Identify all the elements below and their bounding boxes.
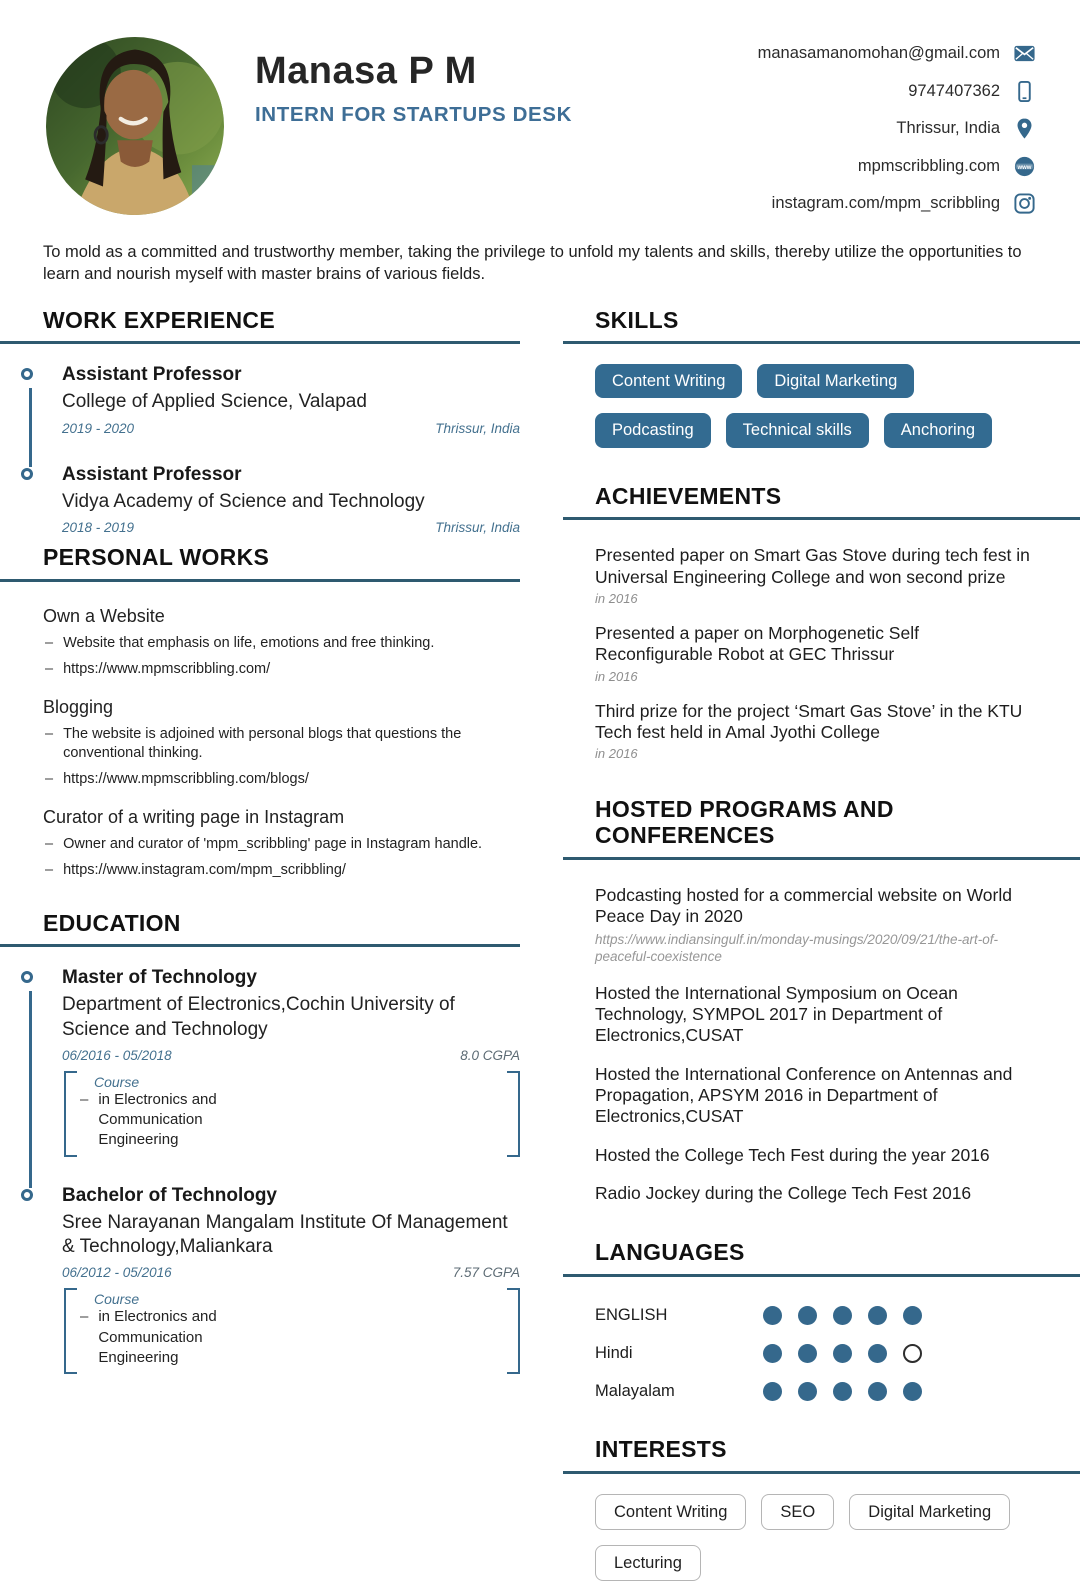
- bullet-text: Website that emphasis on life, emotions and free thinking.: [63, 634, 435, 651]
- level-dot-filled: [798, 1344, 817, 1363]
- bullet-item: [43, 660, 505, 679]
- contact-row[interactable]: [758, 80, 1036, 103]
- education-meta: [62, 1048, 520, 1063]
- language-row: [595, 1306, 1040, 1325]
- language-row: [595, 1344, 1040, 1363]
- contact-text: instagram.com/mpm_scribbling: [771, 194, 1000, 212]
- bullet-dash-icon: –: [80, 1308, 89, 1326]
- education-degree: Master of Technology: [62, 967, 257, 989]
- language-name: Hindi: [595, 1344, 633, 1363]
- bullet-item: [43, 770, 505, 789]
- skills-badge-list: [563, 344, 1080, 447]
- bullet-text: The website is adjoined with personal blogs that questions the conventional thinking.: [63, 725, 462, 762]
- work-experience-section: [0, 308, 520, 545]
- bullet-dash-icon: –: [45, 634, 54, 651]
- content-columns: [0, 308, 1080, 1581]
- hosted-program-text: Hosted the College Tech Fest during the year 2016: [595, 1144, 990, 1165]
- timeline-dot: [21, 971, 33, 983]
- hosted-program-item: [595, 1183, 1038, 1204]
- hosted-program-text: Hosted the International Symposium on Ocean Technology, SYMPOL 2017 in Department of Electronics,CUSAT: [595, 982, 958, 1046]
- skill-badge: Digital Marketing: [757, 364, 914, 398]
- achievements-section: [563, 484, 1080, 762]
- course-bracket: [64, 1288, 520, 1374]
- personal-work-title: Own a Website: [43, 605, 165, 626]
- achievement-item: [595, 701, 1038, 762]
- work-organization: Vidya Academy of Science and Technology: [62, 490, 425, 512]
- section-title: INTERESTS: [595, 1436, 727, 1463]
- bullet-link[interactable]: https://www.instagram.com/mpm_scribbling/: [63, 862, 346, 879]
- bullet-dash-icon: –: [45, 660, 54, 677]
- education-dates: 06/2012 - 05/2016: [62, 1265, 172, 1281]
- work-role: Assistant Professor: [62, 364, 242, 386]
- personal-work-item: [43, 807, 520, 880]
- bullet-item: [43, 835, 505, 854]
- bullet-dash-icon: –: [45, 836, 54, 853]
- course-label: Course: [94, 1073, 140, 1090]
- location-icon: [1013, 117, 1036, 140]
- skill-badge: Content Writing: [595, 364, 742, 398]
- course-label: Course: [94, 1291, 140, 1308]
- education-gpa: 7.57 CGPA: [452, 1265, 520, 1281]
- course-row: [80, 1307, 504, 1368]
- achievement-item: [595, 545, 1038, 606]
- personal-works-section: [0, 545, 520, 881]
- skill-badge: Anchoring: [884, 413, 992, 447]
- education-school: Sree Narayanan Mangalam Institute Of Management & Technology,Maliankara: [62, 1211, 508, 1257]
- achievement-text: Third prize for the project ‘Smart Gas Stove’ in the KTU Tech fest held in Amal Jyothi College: [595, 700, 1023, 743]
- skill-badge: Technical skills: [726, 413, 869, 447]
- contact-text: mpmscribbling.com: [857, 156, 1000, 175]
- svg-text:www: www: [1017, 164, 1032, 171]
- achievement-date: in 2016: [595, 591, 638, 606]
- level-dot-filled: [868, 1382, 887, 1401]
- languages-section: [563, 1240, 1080, 1401]
- work-experience-list: [0, 344, 520, 545]
- education-degree: Bachelor of Technology: [62, 1184, 278, 1206]
- hosted-programs-section: [563, 797, 1080, 1204]
- contact-row[interactable]: [758, 192, 1036, 215]
- education-item: [62, 967, 520, 1184]
- bullet-dash-icon: –: [45, 771, 54, 788]
- languages-list: [563, 1277, 1080, 1401]
- personal-work-title: Blogging: [43, 696, 114, 717]
- contact-row[interactable]: [758, 42, 1036, 65]
- bullet-dash-icon: –: [45, 725, 54, 742]
- bullet-link[interactable]: https://www.mpmscribbling.com/blogs/: [63, 771, 309, 788]
- bullet-link[interactable]: https://www.mpmscribbling.com/: [63, 660, 271, 677]
- course-text: in Electronics and Communication Engineering: [98, 1090, 217, 1149]
- education-list: [0, 947, 520, 1384]
- contact-text: Thrissur, India: [896, 119, 1000, 137]
- work-item: [62, 464, 520, 545]
- work-dates: 2019 - 2020: [62, 420, 135, 436]
- contact-list: [758, 42, 1036, 215]
- language-name: ENGLISH: [595, 1306, 668, 1325]
- interest-badge: Content Writing: [595, 1494, 746, 1530]
- phone-icon: [1013, 80, 1036, 103]
- education-section: [0, 911, 520, 1385]
- objective-text: To mold as a committed and trustworthy member, taking the privilege to unfold my talents and skills, thereby utilize the opportunities to learn and nourish myself with master brains of various fields.: [43, 243, 1022, 283]
- hosted-program-text: Radio Jockey during the College Tech Fest 2016: [595, 1183, 972, 1204]
- bullet-item: [43, 861, 505, 880]
- work-meta: [62, 520, 520, 535]
- interest-badge: Lecturing: [595, 1545, 701, 1581]
- bullet-dash-icon: –: [45, 862, 54, 879]
- section-title: EDUCATION: [43, 909, 181, 936]
- contact-row[interactable]: [758, 117, 1036, 140]
- person-name: Manasa P M: [255, 50, 477, 92]
- achievement-date: in 2016: [595, 746, 638, 762]
- left-column: [0, 308, 520, 1385]
- work-dates: 2018 - 2019: [62, 519, 135, 535]
- section-title: SKILLS: [595, 306, 679, 333]
- timeline-dot: [21, 368, 33, 380]
- work-meta: [62, 421, 520, 436]
- level-dot-empty: [903, 1344, 922, 1363]
- level-dot-filled: [833, 1382, 852, 1401]
- instagram-icon: [1013, 192, 1036, 215]
- language-level-dots: [763, 1344, 922, 1363]
- bullet-text: Owner and curator of 'mpm_scribbling' page in Instagram handle.: [63, 836, 483, 853]
- hosted-program-text: Hosted the International Conference on Antennas and Propagation, APSYM 2016 in Department of Electronics,CUSAT: [595, 1063, 1013, 1127]
- work-location: Thrissur, India: [435, 519, 520, 535]
- interest-badge: Digital Marketing: [849, 1494, 1010, 1530]
- interests-section: [563, 1437, 1080, 1581]
- profile-photo-placeholder: [46, 37, 224, 215]
- interest-badge: SEO: [761, 1494, 834, 1530]
- hosted-programs-list: [563, 860, 1080, 1205]
- level-dot-filled: [798, 1306, 817, 1325]
- interests-badge-list: [563, 1474, 1080, 1581]
- level-dot-filled: [868, 1306, 887, 1325]
- hosted-program-text: Podcasting hosted for a commercial website on World Peace Day in 2020: [595, 884, 1012, 927]
- achievement-text: Presented a paper on Morphogenetic Self Reconfigurable Robot at GEC Thrissur: [595, 623, 919, 665]
- resume-header: [0, 0, 1080, 228]
- education-gpa: 8.0 CGPA: [460, 1047, 520, 1063]
- education-school: Department of Electronics,Cochin University of Science and Technology: [62, 994, 455, 1040]
- hosted-program-link[interactable]: https://www.indiansingulf.in/monday-musings/2020/09/21/the-art-of-peaceful-coexistence: [595, 931, 998, 965]
- right-column: [563, 308, 1080, 1581]
- contact-row[interactable]: [758, 155, 1036, 178]
- skills-section: [563, 308, 1080, 448]
- hosted-program-item: [595, 1064, 1038, 1128]
- hosted-program-item: [595, 983, 1038, 1047]
- bullet-dash-icon: –: [80, 1090, 89, 1108]
- level-dot-filled: [763, 1344, 782, 1363]
- timeline-dot: [21, 1189, 33, 1201]
- education-meta: [62, 1265, 520, 1280]
- personal-work-item: [43, 606, 520, 679]
- level-dot-filled: [833, 1344, 852, 1363]
- level-dot-filled: [903, 1382, 922, 1401]
- course-bracket: [64, 1071, 520, 1157]
- contact-text: 9747407362: [908, 81, 1000, 100]
- bullet-item: [43, 725, 505, 763]
- level-dot-filled: [868, 1344, 887, 1363]
- language-name: Malayalam: [595, 1382, 675, 1401]
- work-location: Thrissur, India: [435, 420, 520, 436]
- language-row: [595, 1382, 1040, 1401]
- work-role: Assistant Professor: [62, 463, 242, 485]
- achievement-item: [595, 623, 1038, 684]
- name-block: [255, 50, 572, 127]
- section-title: WORK EXPERIENCE: [43, 306, 275, 333]
- section-title: ACHIEVEMENTS: [595, 482, 782, 509]
- personal-work-item: [43, 697, 520, 789]
- achievement-text: Presented paper on Smart Gas Stove during tech fest in Universal Engineering College and won second prize: [595, 545, 1030, 587]
- level-dot-filled: [763, 1382, 782, 1401]
- achievements-list: [563, 520, 1080, 761]
- personal-work-title: Curator of a writing page in Instagram: [43, 807, 345, 828]
- course-row: [80, 1090, 504, 1151]
- skill-badge: Podcasting: [595, 413, 711, 447]
- language-level-dots: [763, 1382, 922, 1401]
- section-title: HOSTED PROGRAMS AND CONFERENCES: [595, 796, 894, 849]
- course-text: in Electronics and Communication Engineering: [98, 1308, 217, 1366]
- education-dates: 06/2016 - 05/2018: [62, 1047, 172, 1063]
- hosted-program-item: [595, 1145, 1038, 1166]
- personal-works-list: [0, 582, 520, 881]
- job-title: INTERN FOR STARTUPS DESK: [255, 103, 572, 126]
- email-icon: [1013, 42, 1036, 65]
- contact-text: manasamanomohan@gmail.com: [757, 44, 1000, 62]
- profile-photo: [46, 37, 224, 215]
- level-dot-filled: [833, 1306, 852, 1325]
- achievement-date: in 2016: [595, 668, 638, 684]
- section-title: PERSONAL WORKS: [43, 543, 270, 570]
- website-icon: [1013, 155, 1036, 178]
- level-dot-filled: [798, 1382, 817, 1401]
- language-level-dots: [763, 1306, 922, 1325]
- bullet-item: [43, 634, 505, 653]
- hosted-program-item: [595, 885, 1038, 966]
- level-dot-filled: [763, 1306, 782, 1325]
- section-title: LANGUAGES: [595, 1239, 745, 1266]
- work-item: [62, 364, 520, 463]
- level-dot-filled: [903, 1306, 922, 1325]
- timeline-dot: [21, 468, 33, 480]
- education-item: [62, 1185, 520, 1384]
- work-organization: College of Applied Science, Valapad: [62, 391, 367, 413]
